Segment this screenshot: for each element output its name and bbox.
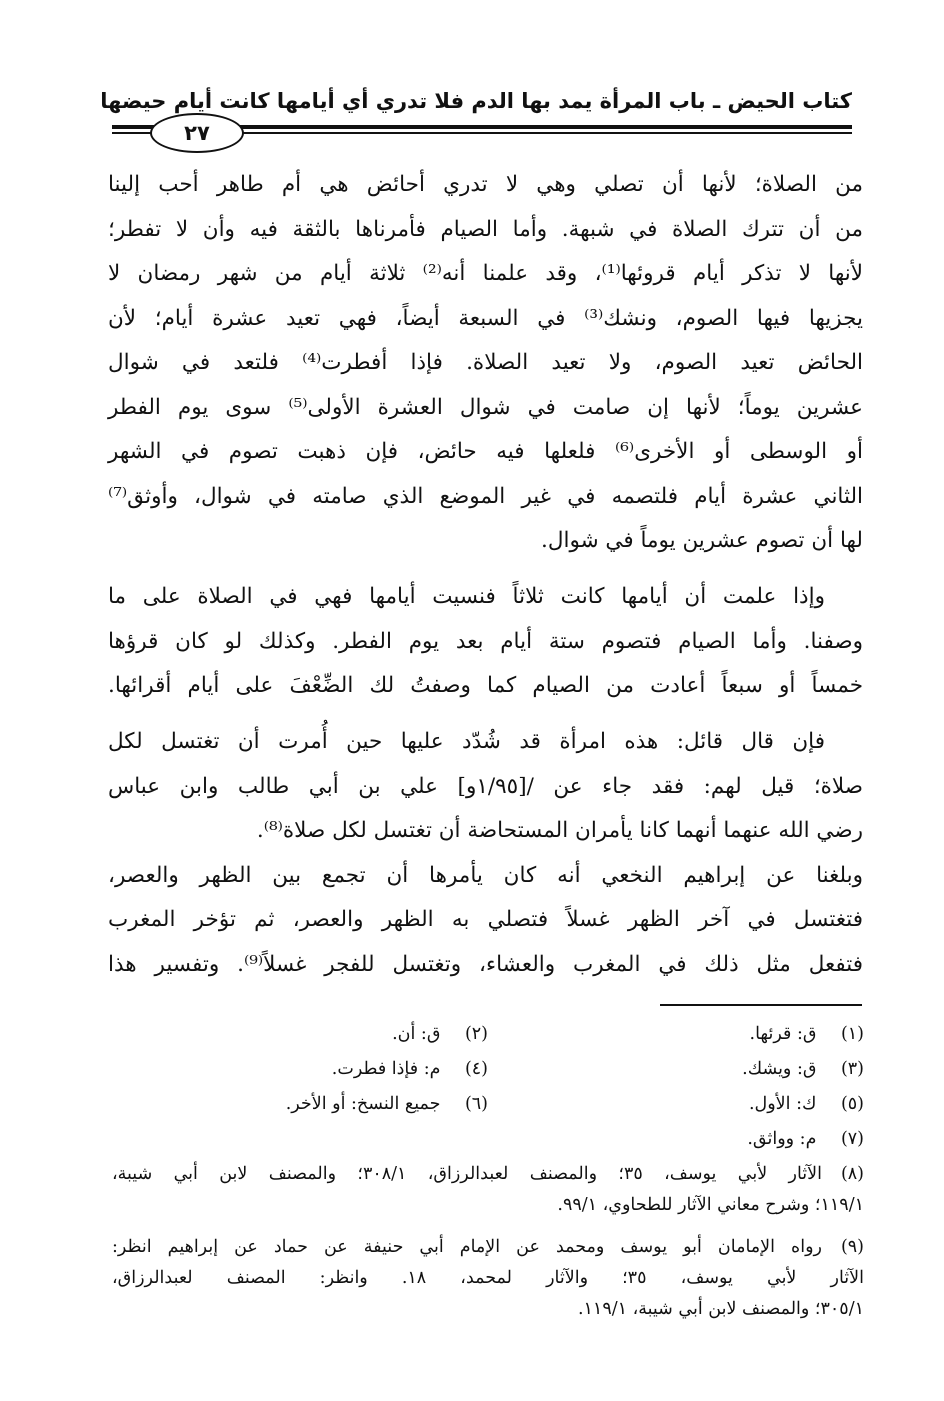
footnote-line (112, 1159, 864, 1190)
text-line: الثاني عشرة أيام فلتصمه في غير الموضع الذي صامته في شوال، وأوثق⁽⁷⁾ (108, 483, 863, 509)
footnote-text: الآثار لأبي يوسف، ٣٥؛ والآثار لمحمد، ١٨. وانظر: المصنف لعبدالرزاق، (112, 1268, 864, 1288)
text-line: من الصلاة؛ لأنها أن تصلي وهي لا تدري أحائض هي أم طاهر أحب إلينا (108, 172, 863, 197)
paragraph-1 (108, 163, 863, 564)
text-line: صلاة؛ قيل لهم: فقد جاء عن /[١/٩٥و] علي بن أبي طالب وابن عباس (108, 773, 863, 799)
page-number-badge: ٢٧ (150, 113, 244, 153)
text-line: فتغتسل في آخر الظهر غسلاً فتصلي به الظهر والعصر، ثم تؤخر المغرب (108, 907, 863, 932)
footnote-number: (٢) (464, 1024, 488, 1044)
footnote-row (112, 1087, 864, 1122)
footnote-text: ٣٠٥/١؛ والمصنف لابن أبي شيبة، ١١٩/١. (577, 1299, 864, 1319)
footnote-text: ق: ويشك. (742, 1059, 817, 1079)
text-line: رضي الله عنهما أنهما كانا يأمران المستحاضة أن تغتسل لكل صلاة⁽⁸⁾. (256, 818, 863, 843)
footnote-text: ك: الأول. (748, 1094, 817, 1114)
footnote-line (112, 1232, 864, 1263)
text-line: من أن تترك الصلاة في شبهة. وأما الصيام فأمرناها بالثقة فيه وأن لا تفطر؛ (108, 216, 863, 242)
footnote-number: (٥) (840, 1094, 864, 1114)
footnote-text: الآثار لأبي يوسف، ٣٥؛ والمصنف لعبدالرزاق، ٣٠٨/١؛ والمصنف لابن أبي شيبة، (112, 1164, 822, 1184)
text-line: أو الوسطى أو الأخرى⁽⁶⁾ فلعلها فيه حائض، فإن ذهبت تصوم في الشهر (108, 439, 863, 464)
footnote-text: ق: قرئها. (749, 1024, 817, 1044)
text-line: الحائض تعيد الصوم، ولا تعيد الصلاة. فإذا أفطرت⁽⁴⁾ فلتعد في شوال (108, 350, 863, 375)
footnote-text: م: وواثق. (747, 1129, 817, 1149)
running-title: كتاب الحيض ـ باب المرأة يمد بها الدم فلا تدري أي أيامها كانت أيام حيضها (100, 89, 852, 113)
footnote-number: (٣) (840, 1059, 864, 1079)
footnote-9 (112, 1232, 864, 1325)
text-line: لها أن تصوم عشرين يوماً في شوال. (541, 528, 863, 553)
footnote-number: (٤) (464, 1059, 488, 1079)
text-line: وإذا علمت أن أيامها كانت ثلاثاً فنسيت أيامها فهي في الصلاة على ما (108, 584, 825, 609)
footnote-5 (488, 1087, 864, 1122)
footnote-text: ١١٩/١؛ وشرح معاني الآثار للطحاوي، ٩٩/١. (557, 1195, 864, 1215)
text-line: يجزيها فيها الصوم، ونشك⁽³⁾ في السبعة أيضاً، فهي تعيد عشرة أيام؛ لأن (108, 305, 863, 331)
footnote-text: ق: أن. (392, 1024, 441, 1044)
footnote-1 (488, 1017, 864, 1052)
footnote-text: جميع النسخ: أو الأخر. (285, 1094, 441, 1114)
footnote-number: (١) (840, 1024, 864, 1044)
footnotes (112, 1017, 864, 1325)
footnote-text: رواه الإمامان أبو يوسف ومحمد عن الإمام أبي حنيفة عن حماد عن إبراهيم انظر: (112, 1237, 822, 1257)
footnote-row (112, 1122, 864, 1157)
footnote-row (112, 1052, 864, 1087)
text-line: وبلغنا عن إبراهيم النخعي أنه كان يأمرها أن تجمع بين الظهر والعصر، (108, 862, 863, 888)
text-line: فإن قال قائل: هذه امرأة قد شُدّد عليها حين أُمرت أن تغتسل لكل (108, 729, 825, 754)
paragraph-2 (108, 575, 863, 709)
text-line: خمساً أو سبعاً أعادت من الصيام كما وصفتُ لك الضِّعْفَ على أيام أقرائها. (108, 673, 863, 698)
footnote-8 (112, 1159, 864, 1221)
footnote-3 (488, 1052, 864, 1087)
footnote-number: (٦) (464, 1094, 488, 1114)
footnote-6 (112, 1087, 488, 1122)
paragraph-3 (108, 720, 863, 987)
text-line: عشرين يوماً؛ لأنها إن صامت في شوال العشرة الأولى⁽⁵⁾ سوى يوم الفطر (108, 394, 863, 420)
text-line: لأنها لا تذكر أيام قروئها⁽¹⁾، وقد علمنا أنه⁽²⁾ ثلاثة أيام من شهر رمضان لا (108, 261, 863, 286)
footnote-separator (660, 1004, 862, 1006)
text-line: وصفنا. وأما الصيام فتصوم ستة أيام بعد يوم الفطر. وكذلك لو كان قرؤها (108, 628, 863, 654)
footnote-7 (484, 1122, 864, 1157)
footnote-number: (٧) (840, 1129, 864, 1149)
footnote-number: (٩) (840, 1237, 864, 1257)
footnote-text: م: فإذا فطرت. (331, 1059, 441, 1079)
footnote-2 (112, 1017, 488, 1052)
footnote-4 (112, 1052, 488, 1087)
text-line: فتفعل مثل ذلك في المغرب والعشاء، وتغتسل للفجر غسلاً⁽⁹⁾. وتفسير هذا (108, 951, 863, 977)
footnote-row (112, 1017, 864, 1052)
footnote-number: (٨) (840, 1164, 864, 1184)
